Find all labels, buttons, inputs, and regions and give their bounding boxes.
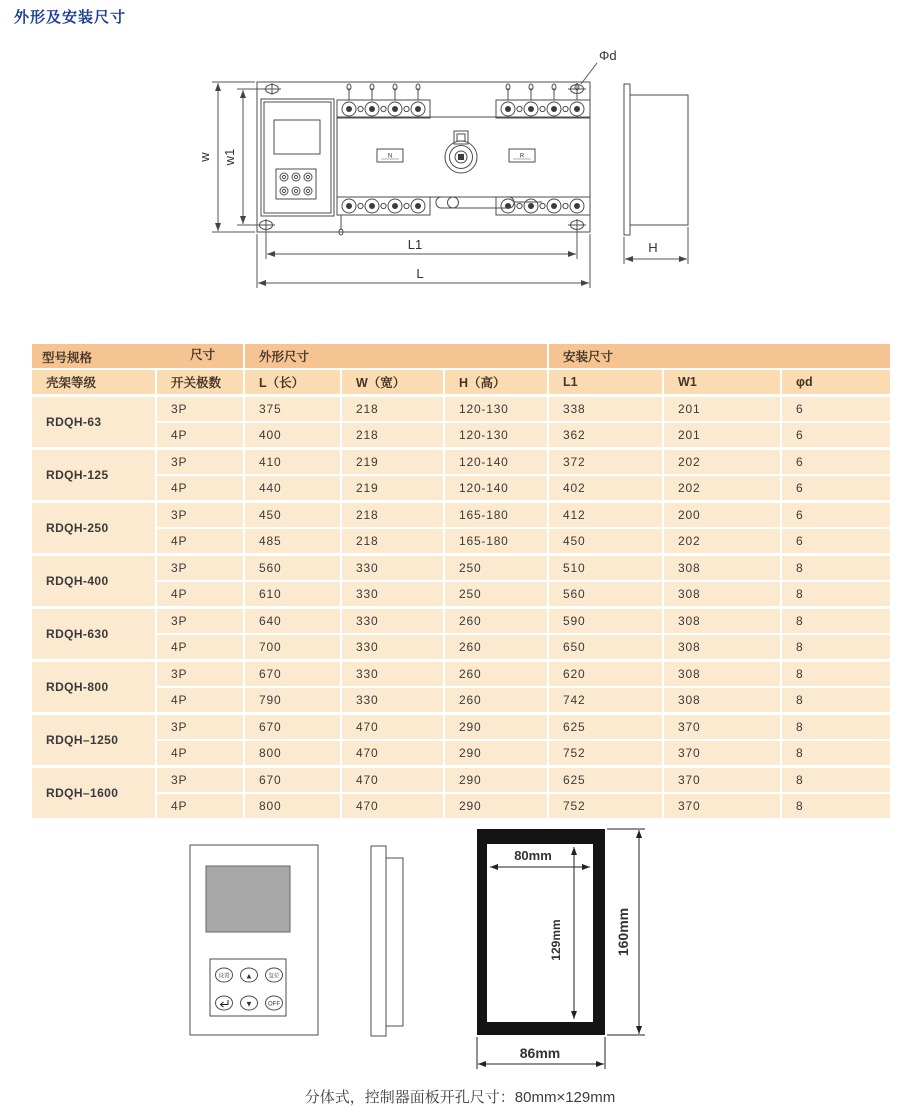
value-cell: 8 <box>781 740 891 767</box>
value-cell: 8 <box>781 555 891 582</box>
value-cell: 290 <box>444 767 548 794</box>
value-cell: 4P <box>156 793 244 819</box>
value-cell: 450 <box>244 502 341 529</box>
value-cell: 470 <box>341 767 444 794</box>
value-cell: 6 <box>781 396 891 423</box>
value-cell: 8 <box>781 581 891 608</box>
value-cell: 3P <box>156 661 244 688</box>
value-cell: 330 <box>341 555 444 582</box>
model-cell: RDQH–1250 <box>31 714 156 767</box>
value-cell: 752 <box>548 793 663 819</box>
value-cell: 330 <box>341 634 444 661</box>
value-cell: 120-140 <box>444 475 548 502</box>
col-header-w1: W1 <box>663 369 781 396</box>
manual-handle <box>436 197 542 208</box>
model-cell: RDQH-400 <box>31 555 156 608</box>
model-cell: RDQH-125 <box>31 449 156 502</box>
value-cell: 218 <box>341 396 444 423</box>
value-cell: 3P <box>156 396 244 423</box>
value-cell: 8 <box>781 714 891 741</box>
table-row <box>31 396 891 423</box>
table-row <box>31 581 891 608</box>
value-cell: 450 <box>548 528 663 555</box>
value-cell: 640 <box>244 608 341 635</box>
value-cell: 3P <box>156 608 244 635</box>
value-cell: 4P <box>156 422 244 449</box>
col-header-w: W（宽） <box>341 369 444 396</box>
col-header-poles: 开关极数 <box>156 369 244 396</box>
value-cell: 620 <box>548 661 663 688</box>
model-cell: RDQH-63 <box>31 396 156 449</box>
value-cell: 202 <box>663 449 781 476</box>
value-cell: 370 <box>663 793 781 819</box>
value-cell: 6 <box>781 422 891 449</box>
value-cell: 8 <box>781 608 891 635</box>
value-cell: 260 <box>444 687 548 714</box>
value-cell: 4P <box>156 634 244 661</box>
value-cell: 338 <box>548 396 663 423</box>
table-row <box>31 422 891 449</box>
value-cell: 790 <box>244 687 341 714</box>
group-header-outline: 外形尺寸 <box>244 343 548 369</box>
value-cell: 752 <box>548 740 663 767</box>
r-source-label: R <box>519 153 525 160</box>
value-cell: 250 <box>444 555 548 582</box>
switch-front-side-drawing <box>0 45 920 345</box>
col-header-frame: 壳架等级 <box>31 369 156 396</box>
col-header-l1: L1 <box>548 369 663 396</box>
page-title: 外形及安装尺寸 <box>14 9 127 26</box>
value-cell: 6 <box>781 449 891 476</box>
table-row <box>31 634 891 661</box>
cutout-height-label: 129mm <box>549 919 563 961</box>
controller-panel <box>261 99 334 216</box>
value-cell: 485 <box>244 528 341 555</box>
n-source-label: N <box>387 153 393 160</box>
value-cell: 165-180 <box>444 528 548 555</box>
table-row <box>31 608 891 635</box>
value-cell: 165-180 <box>444 502 548 529</box>
value-cell: 3P <box>156 449 244 476</box>
value-cell: 260 <box>444 634 548 661</box>
button-down-icon: ▼ <box>245 999 253 1009</box>
table-row <box>31 555 891 582</box>
button-up-icon: ▲ <box>245 971 253 981</box>
value-cell: 260 <box>444 608 548 635</box>
dimension-table <box>30 342 892 820</box>
controller-drawing <box>0 818 920 1093</box>
value-cell: 800 <box>244 740 341 767</box>
value-cell: 370 <box>663 740 781 767</box>
value-cell: 560 <box>244 555 341 582</box>
button-off-label: OFF <box>268 1001 280 1008</box>
table-row <box>31 740 891 767</box>
value-cell: 470 <box>341 714 444 741</box>
value-cell: 200 <box>663 502 781 529</box>
value-cell: 8 <box>781 634 891 661</box>
value-cell: 202 <box>663 528 781 555</box>
outline-drawing <box>0 45 920 350</box>
value-cell: 742 <box>548 687 663 714</box>
dim-label-phid: Φd <box>599 48 617 63</box>
value-cell: 6 <box>781 528 891 555</box>
value-cell: 201 <box>663 396 781 423</box>
value-cell: 8 <box>781 687 891 714</box>
value-cell: 260 <box>444 661 548 688</box>
diagonal-header-cell <box>31 343 244 369</box>
value-cell: 3P <box>156 767 244 794</box>
value-cell: 412 <box>548 502 663 529</box>
value-cell: 290 <box>444 714 548 741</box>
col-header-h: H（高） <box>444 369 548 396</box>
value-cell: 402 <box>548 475 663 502</box>
value-cell: 470 <box>341 793 444 819</box>
value-cell: 202 <box>663 475 781 502</box>
table-row <box>31 449 891 476</box>
group-header-mount: 安装尺寸 <box>548 343 891 369</box>
value-cell: 308 <box>663 661 781 688</box>
cutout-width-label: 80mm <box>514 848 552 863</box>
value-cell: 8 <box>781 661 891 688</box>
enter-arrow-icon <box>221 1000 229 1007</box>
value-cell: 6 <box>781 502 891 529</box>
value-cell: 800 <box>244 793 341 819</box>
value-cell: 120-130 <box>444 422 548 449</box>
dim-w1 <box>237 89 263 225</box>
value-cell: 670 <box>244 767 341 794</box>
value-cell: 3P <box>156 555 244 582</box>
dim-label-h: H <box>648 240 658 255</box>
value-cell: 330 <box>341 661 444 688</box>
controller-side-view <box>371 846 403 1036</box>
button-set-label: 设置 <box>218 973 230 980</box>
value-cell: 4P <box>156 740 244 767</box>
table-row <box>31 661 891 688</box>
value-cell: 218 <box>341 502 444 529</box>
terminal-pins-top <box>347 84 579 100</box>
button-reset-label: 复位 <box>268 973 280 980</box>
diagonal-label-model: 型号规格 <box>42 351 93 365</box>
value-cell: 4P <box>156 581 244 608</box>
value-cell: 362 <box>548 422 663 449</box>
value-cell: 4P <box>156 528 244 555</box>
value-cell: 440 <box>244 475 341 502</box>
table-body <box>31 396 891 820</box>
value-cell: 375 <box>244 396 341 423</box>
value-cell: 219 <box>341 449 444 476</box>
terminal-strip-top <box>337 100 590 118</box>
value-cell: 650 <box>548 634 663 661</box>
rotary-knob-icon <box>445 131 477 173</box>
value-cell: 290 <box>444 740 548 767</box>
table-row <box>31 687 891 714</box>
value-cell: 3P <box>156 714 244 741</box>
model-cell: RDQH-630 <box>31 608 156 661</box>
value-cell: 590 <box>548 608 663 635</box>
value-cell: 670 <box>244 661 341 688</box>
value-cell: 308 <box>663 608 781 635</box>
value-cell: 308 <box>663 634 781 661</box>
model-cell: RDQH–1600 <box>31 767 156 820</box>
dim-label-l: L <box>416 266 424 281</box>
value-cell: 370 <box>663 767 781 794</box>
value-cell: 250 <box>444 581 548 608</box>
value-cell: 308 <box>663 687 781 714</box>
side-view <box>624 84 688 235</box>
value-cell: 372 <box>548 449 663 476</box>
diagonal-label-size: 尺寸 <box>189 348 215 362</box>
value-cell: 4P <box>156 687 244 714</box>
table-row <box>31 767 891 794</box>
cutout-outer-height-label: 160mm <box>615 907 631 957</box>
controller-screen <box>206 866 290 932</box>
value-cell: 4P <box>156 475 244 502</box>
value-cell: 510 <box>548 555 663 582</box>
value-cell: 330 <box>341 608 444 635</box>
value-cell: 8 <box>781 767 891 794</box>
cutout-opening <box>487 844 593 1022</box>
table-header-group-row <box>31 343 891 369</box>
value-cell: 201 <box>663 422 781 449</box>
table-row <box>31 502 891 529</box>
lcd-screen <box>274 120 320 154</box>
value-cell: 120-130 <box>444 396 548 423</box>
dim-label-w: w <box>197 152 212 162</box>
value-cell: 625 <box>548 714 663 741</box>
value-cell: 625 <box>548 767 663 794</box>
table-row <box>31 475 891 502</box>
value-cell: 120-140 <box>444 449 548 476</box>
value-cell: 330 <box>341 687 444 714</box>
value-cell: 610 <box>244 581 341 608</box>
value-cell: 218 <box>341 528 444 555</box>
value-cell: 308 <box>663 555 781 582</box>
dim-label-l1: L1 <box>407 237 423 252</box>
value-cell: 219 <box>341 475 444 502</box>
table-row <box>31 714 891 741</box>
value-cell: 218 <box>341 422 444 449</box>
value-cell: 8 <box>781 793 891 819</box>
cutout-outer-width-label: 86mm <box>519 1045 561 1061</box>
value-cell: 560 <box>548 581 663 608</box>
col-header-l: L（长） <box>244 369 341 396</box>
value-cell: 330 <box>341 581 444 608</box>
dim-label-w1: w1 <box>222 148 237 166</box>
value-cell: 700 <box>244 634 341 661</box>
col-header-phid: φd <box>781 369 891 396</box>
model-cell: RDQH-250 <box>31 502 156 555</box>
value-cell: 3P <box>156 502 244 529</box>
value-cell: 670 <box>244 714 341 741</box>
value-cell: 6 <box>781 475 891 502</box>
table-header-row <box>31 369 891 396</box>
dim-phid-leader <box>581 63 597 84</box>
value-cell: 308 <box>663 581 781 608</box>
value-cell: 290 <box>444 793 548 819</box>
table-row <box>31 528 891 555</box>
table-row <box>31 793 891 819</box>
model-cell: RDQH-800 <box>31 661 156 714</box>
value-cell: 410 <box>244 449 341 476</box>
value-cell: 470 <box>341 740 444 767</box>
caption-text: 分体式，控制器面板开孔尺寸：80mm×129mm <box>304 1089 616 1106</box>
button-enter <box>216 996 233 1010</box>
value-cell: 370 <box>663 714 781 741</box>
controller-panel-drawing <box>0 818 920 1088</box>
value-cell: 400 <box>244 422 341 449</box>
terminal-strip-bottom <box>337 197 590 235</box>
